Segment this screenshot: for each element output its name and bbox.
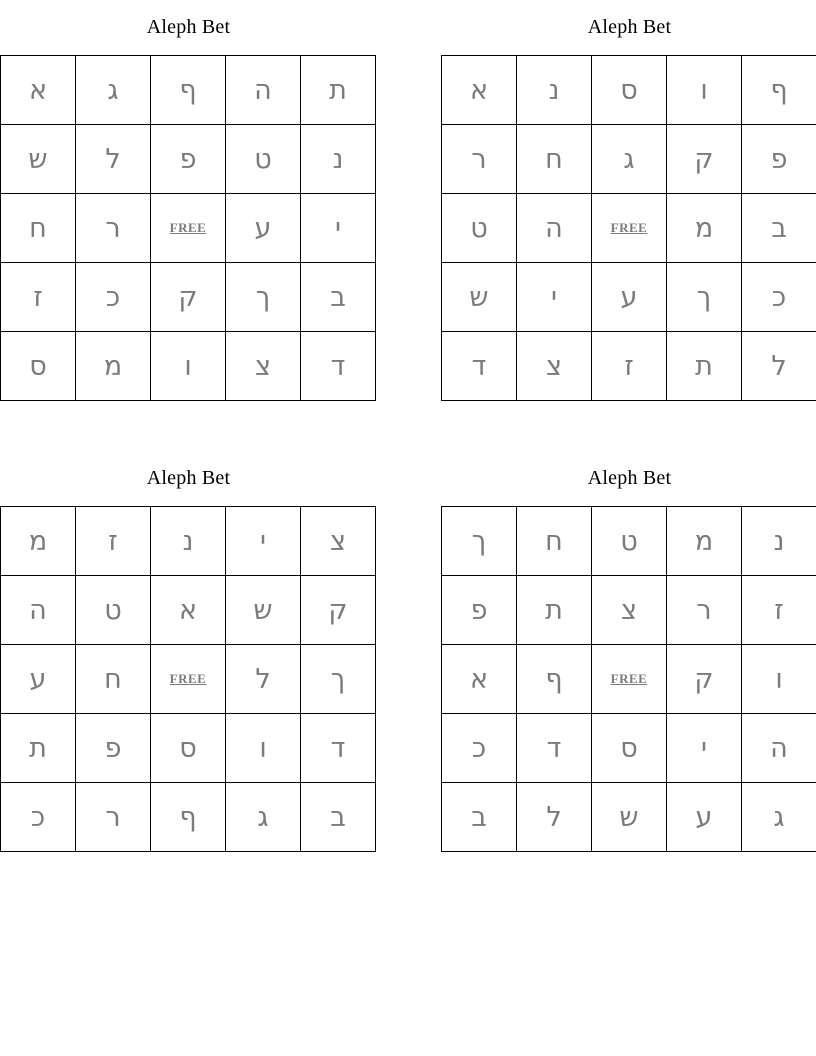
grid-row	[442, 576, 816, 645]
grid-cell: נ	[517, 56, 592, 125]
grid-cell: מ	[667, 507, 742, 576]
bingo-grid	[0, 55, 376, 401]
card-header	[0, 451, 377, 506]
grid-cell: ת	[1, 714, 76, 783]
card-title: Aleph Bet	[587, 16, 672, 38]
grid-cell: ה	[1, 576, 76, 645]
grid-row	[1, 576, 376, 645]
grid-cell: ב	[742, 194, 816, 263]
grid-cell: ט	[592, 507, 667, 576]
grid-cell: ב	[301, 263, 376, 332]
grid-cell: ק	[151, 263, 226, 332]
grid-cell: ו	[742, 645, 816, 714]
grid-cell: א	[151, 576, 226, 645]
grid-cell: ז	[592, 332, 667, 401]
grid-cell: מ	[667, 194, 742, 263]
grid-cell: א	[442, 56, 517, 125]
grid-cell: כ	[1, 783, 76, 852]
grid-cell: ס	[592, 714, 667, 783]
grid-cell: ק	[667, 645, 742, 714]
grid-cell: ף	[742, 56, 816, 125]
grid-cell: ס	[151, 714, 226, 783]
grid-cell: א	[1, 56, 76, 125]
grid-cell: ק	[667, 125, 742, 194]
grid-cell: ה	[226, 56, 301, 125]
grid-cell: צ	[301, 507, 376, 576]
free-cell: FREE	[592, 194, 667, 263]
grid-cell: ד	[442, 332, 517, 401]
card-title: Aleph Bet	[146, 467, 231, 489]
grid-cell: ג	[592, 125, 667, 194]
grid-cell: צ	[517, 332, 592, 401]
grid-cell: ך	[226, 263, 301, 332]
grid-row	[1, 645, 376, 714]
grid-cell: ת	[667, 332, 742, 401]
grid-cell: ח	[517, 507, 592, 576]
grid-cell: ס	[1, 332, 76, 401]
grid-cell: פ	[742, 125, 816, 194]
grid-row	[442, 194, 816, 263]
card-title: Aleph Bet	[587, 467, 672, 489]
grid-cell: פ	[76, 714, 151, 783]
grid-cell: מ	[1, 507, 76, 576]
grid-cell: צ	[592, 576, 667, 645]
grid-cell: ל	[226, 645, 301, 714]
grid-cell: נ	[301, 125, 376, 194]
grid-cell: ח	[1, 194, 76, 263]
grid-cell: ד	[517, 714, 592, 783]
grid-cell: ף	[517, 645, 592, 714]
free-cell: FREE	[592, 645, 667, 714]
card-header	[0, 0, 377, 55]
grid-cell: ו	[667, 56, 742, 125]
grid-cell: ה	[742, 714, 816, 783]
grid-cell: ר	[442, 125, 517, 194]
grid-cell: נ	[742, 507, 816, 576]
grid-cell: ת	[517, 576, 592, 645]
grid-cell: ר	[667, 576, 742, 645]
grid-cell: ג	[226, 783, 301, 852]
grid-cell: ת	[301, 56, 376, 125]
grid-row	[1, 263, 376, 332]
bingo-grid	[0, 506, 376, 852]
card-header	[441, 451, 816, 506]
grid-cell: ף	[151, 56, 226, 125]
grid-cell: א	[442, 645, 517, 714]
grid-cell: ע	[1, 645, 76, 714]
grid-cell: ש	[1, 125, 76, 194]
grid-row	[442, 714, 816, 783]
grid-cell: צ	[226, 332, 301, 401]
grid-cell: ך	[301, 645, 376, 714]
grid-cell: ט	[76, 576, 151, 645]
bingo-card-bottom-right	[441, 451, 816, 852]
grid-cell: ט	[226, 125, 301, 194]
grid-cell: כ	[742, 263, 816, 332]
grid-cell: ך	[442, 507, 517, 576]
bingo-grid	[441, 55, 816, 401]
grid-cell: ל	[742, 332, 816, 401]
grid-row	[1, 125, 376, 194]
grid-cell: ק	[301, 576, 376, 645]
grid-cell: ש	[226, 576, 301, 645]
grid-cell: י	[667, 714, 742, 783]
grid-row	[442, 125, 816, 194]
grid-row	[1, 783, 376, 852]
free-cell: FREE	[151, 194, 226, 263]
bingo-card-top-right	[441, 0, 816, 401]
grid-cell: כ	[76, 263, 151, 332]
grid-cell: ג	[76, 56, 151, 125]
grid-row	[1, 714, 376, 783]
grid-row	[1, 56, 376, 125]
card-title: Aleph Bet	[146, 16, 231, 38]
bingo-card-top-left	[0, 0, 377, 401]
grid-cell: ף	[151, 783, 226, 852]
grid-cell: ז	[1, 263, 76, 332]
grid-cell: פ	[442, 576, 517, 645]
grid-cell: פ	[151, 125, 226, 194]
grid-cell: מ	[76, 332, 151, 401]
grid-cell: ס	[592, 56, 667, 125]
grid-cell: ט	[442, 194, 517, 263]
grid-row	[442, 645, 816, 714]
grid-cell: ו	[226, 714, 301, 783]
grid-cell: ך	[667, 263, 742, 332]
grid-cell: י	[226, 507, 301, 576]
grid-cell: ע	[592, 263, 667, 332]
grid-cell: ז	[76, 507, 151, 576]
grid-row	[442, 263, 816, 332]
grid-row	[442, 783, 816, 852]
grid-row	[1, 507, 376, 576]
grid-cell: ר	[76, 783, 151, 852]
grid-cell: ב	[442, 783, 517, 852]
grid-cell: ב	[301, 783, 376, 852]
grid-cell: י	[517, 263, 592, 332]
grid-cell: ז	[742, 576, 816, 645]
grid-cell: ר	[76, 194, 151, 263]
grid-cell: ע	[226, 194, 301, 263]
grid-row	[442, 332, 816, 401]
grid-cell: י	[301, 194, 376, 263]
grid-cell: ה	[517, 194, 592, 263]
grid-row	[1, 194, 376, 263]
grid-cell: ע	[667, 783, 742, 852]
grid-cell: ל	[76, 125, 151, 194]
grid-row	[442, 56, 816, 125]
grid-cell: ד	[301, 332, 376, 401]
grid-cell: ד	[301, 714, 376, 783]
grid-cell: ג	[742, 783, 816, 852]
grid-cell: כ	[442, 714, 517, 783]
grid-cell: ו	[151, 332, 226, 401]
grid-row	[442, 507, 816, 576]
card-header	[441, 0, 816, 55]
bingo-grid	[441, 506, 816, 852]
bingo-card-bottom-left	[0, 451, 377, 852]
grid-cell: ל	[517, 783, 592, 852]
grid-cell: ש	[592, 783, 667, 852]
free-cell: FREE	[151, 645, 226, 714]
grid-cell: ח	[76, 645, 151, 714]
grid-cell: נ	[151, 507, 226, 576]
grid-cell: ש	[442, 263, 517, 332]
grid-row	[1, 332, 376, 401]
grid-cell: ח	[517, 125, 592, 194]
